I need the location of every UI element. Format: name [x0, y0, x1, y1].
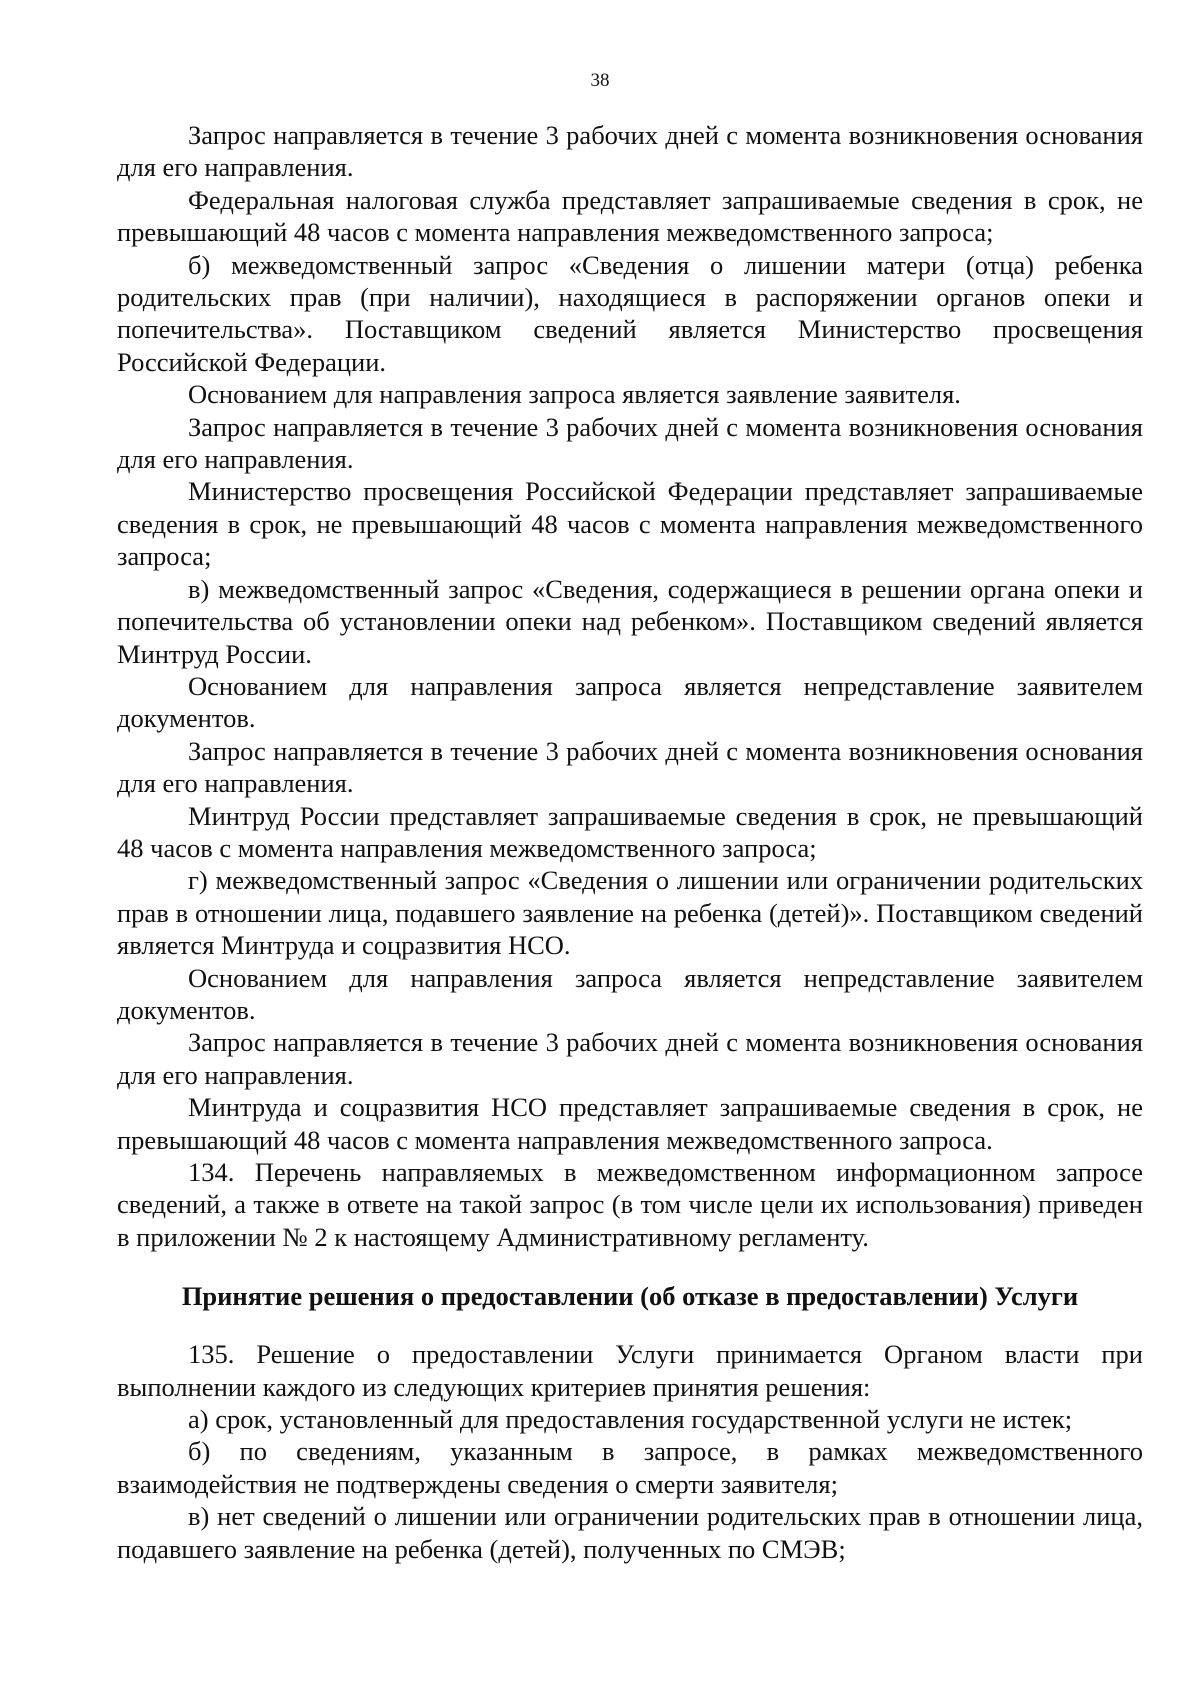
- paragraph: б) по сведениям, указанным в запросе, в рамках межведомственного взаимодействия не подтверждены сведения о смерти заявителя;: [117, 1436, 1143, 1499]
- paragraph: Запрос направляется в течение 3 рабочих дней с момента возникновения основания для его направления.: [117, 120, 1143, 183]
- paragraph: в) нет сведений о лишении или ограничении родительских прав в отношении лица, подавшего заявление на ребенка (детей), полученных по СМЭВ;: [117, 1501, 1143, 1564]
- paragraph: Министерство просвещения Российской Федерации представляет запрашиваемые сведения в срок, не превышающий 48 часов с момента направления межведомственного запроса;: [117, 476, 1143, 572]
- paragraph: Запрос направляется в течение 3 рабочих дней с момента возникновения основания для его направления.: [117, 735, 1143, 799]
- paragraph: г) межведомственный запрос «Сведения о лишении или ограничении родительских прав в отношении лица, подавшего заявление на ребенка (детей)». Поставщиком сведений является Минтруда и соцразвития НСО.: [117, 865, 1143, 961]
- paragraph: Основанием для направления запроса является непредставление заявителем документов.: [117, 962, 1143, 1025]
- paragraph: в) межведомственный запрос «Сведения, содержащиеся в решении органа опеки и попечительства об установлении опеки над ребенком». Поставщиком сведений является Минтруд России.: [117, 573, 1143, 669]
- paragraph: Минтруд России представляет запрашиваемые сведения в срок, не превышающий 48 часов с момента направления межведомственного запроса;: [117, 800, 1143, 863]
- paragraph: а) срок, установленный для предоставления государственной услуги не истек;: [188, 1404, 1073, 1435]
- section-heading: Принятие решения о предоставлении (об отказе в предоставлении) Услуги: [181, 1281, 1079, 1312]
- paragraph: б) межведомственный запрос «Сведения о лишении матери (отца) ребенка родительских прав (при наличии), находящиеся в распоряжении органов опеки и попечительства». Поставщиком сведений является Министерство просвещения Российской Федерации.: [117, 249, 1143, 377]
- paragraph: Запрос направляется в течение 3 рабочих дней с момента возникновения основания для его направления.: [117, 1027, 1143, 1090]
- paragraph-item-135: 135. Решение о предоставлении Услуги принимается Органом власти при выполнении каждого из следующих критериев принятия решения:: [117, 1339, 1143, 1402]
- paragraph-item-134: 134. Перечень направляемых в межведомственном информационном запросе сведений, а также в ответе на такой запрос (в том числе цели их использования) приведен в приложении № 2 к настоящему Административному регламенту.: [117, 1157, 1143, 1252]
- paragraph: Основанием для направления запроса является заявление заявителя.: [188, 379, 961, 410]
- paragraph: Федеральная налоговая служба представляет запрашиваемые сведения в срок, не превышающий 48 часов с момента направления межведомственного запроса;: [117, 184, 1143, 248]
- page-number: 38: [590, 70, 610, 91]
- document-body: [117, 119, 1143, 1565]
- paragraph: Минтруда и соцразвития НСО представляет запрашиваемые сведения в срок, не превышающий 48 часов с момента направления межведомственного запроса.: [117, 1092, 1143, 1155]
- paragraph: Основанием для направления запроса является непредставление заявителем документов.: [117, 670, 1143, 734]
- paragraph: Запрос направляется в течение 3 рабочих дней с момента возникновения основания для его направления.: [117, 411, 1143, 475]
